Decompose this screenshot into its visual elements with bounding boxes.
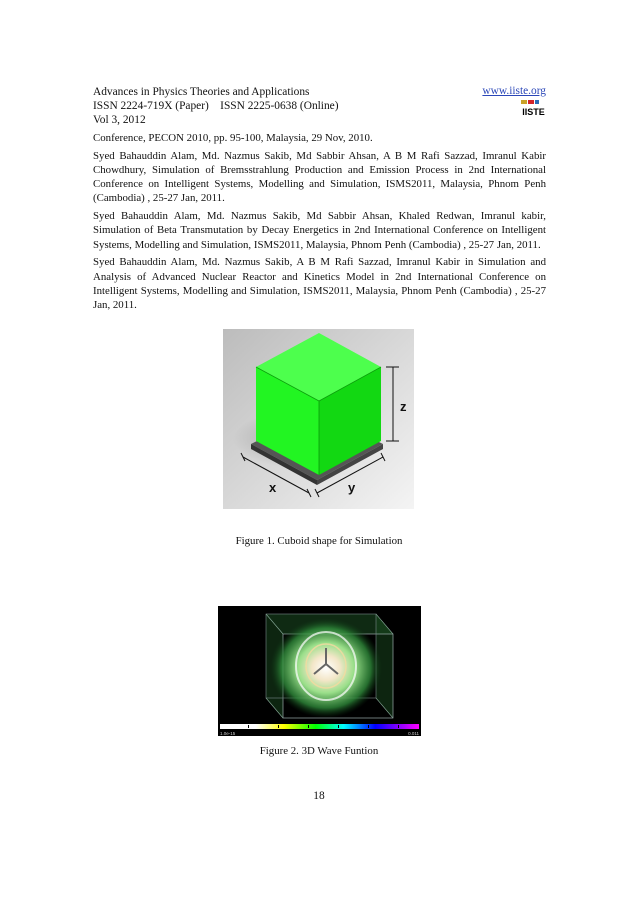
volume-line: Vol 3, 2012 xyxy=(93,114,146,126)
page-number: 18 xyxy=(313,790,325,802)
journal-title: Advances in Physics Theories and Applications xyxy=(93,86,310,98)
references-list xyxy=(93,131,546,316)
axis-z-label: z xyxy=(400,399,407,414)
figure1-caption: Figure 1. Cuboid shape for Simulation xyxy=(235,535,403,547)
journal-url-link[interactable]: www.iiste.org xyxy=(482,85,546,97)
figure2-wave-function-image xyxy=(218,606,421,736)
svg-text:IISTE: IISTE xyxy=(522,107,545,116)
iiste-logo xyxy=(521,100,546,116)
axis-y-label: y xyxy=(348,480,356,495)
reference-item: Syed Bahauddin Alam, Md. Nazmus Sakib, Md Sabbir Ahsan, A B M Rafi Sazzad, Imranul Kabir Chowdhury, Simulation of Bremsstrahlung Production and Emission Process in 2nd International Conference on Intelligent Systems, Modelling and Simulation, ISMS2011, Malaysia, Phnom Penh (Cambodia) , 25-27 Jan, 2011. xyxy=(93,149,546,205)
figure2-caption: Figure 2. 3D Wave Funtion xyxy=(259,745,379,757)
figure1-cuboid-image xyxy=(223,329,414,509)
axis-x-label: x xyxy=(269,480,277,495)
issn-line: ISSN 2224-719X (Paper) ISSN 2225-0638 (Online) xyxy=(93,100,339,112)
colorbar-max-label: 0.011 xyxy=(408,731,419,736)
reference-item: Conference, PECON 2010, pp. 95-100, Malaysia, 29 Nov, 2010. xyxy=(93,132,373,144)
colorbar-min-label: 1.0e-15 xyxy=(220,731,236,736)
reference-item: Syed Bahauddin Alam, Md. Nazmus Sakib, A B M Rafi Sazzad, Imranul Kabir in Simulation and Analysis of Advanced Nuclear Reactor and Kinetics Model in 2nd International Conference on Intelligent Systems, Modelling and Simulation, ISMS2011, Malaysia, Phnom Penh (Cambodia) , 25-27 Jan, 2011. xyxy=(93,256,546,312)
reference-item: Syed Bahauddin Alam, Md. Nazmus Sakib, Md Sabbir Ahsan, Khaled Redwan, Imranul kabir, Simulation of Beta Transmutation by Decay Energetics in 2nd International Conference on Intelligent Systems, Modelling and Simulation, ISMS2011, Malaysia, Phnom Penh (Cambodia) , 25-27 Jan, 2011. xyxy=(93,210,546,251)
